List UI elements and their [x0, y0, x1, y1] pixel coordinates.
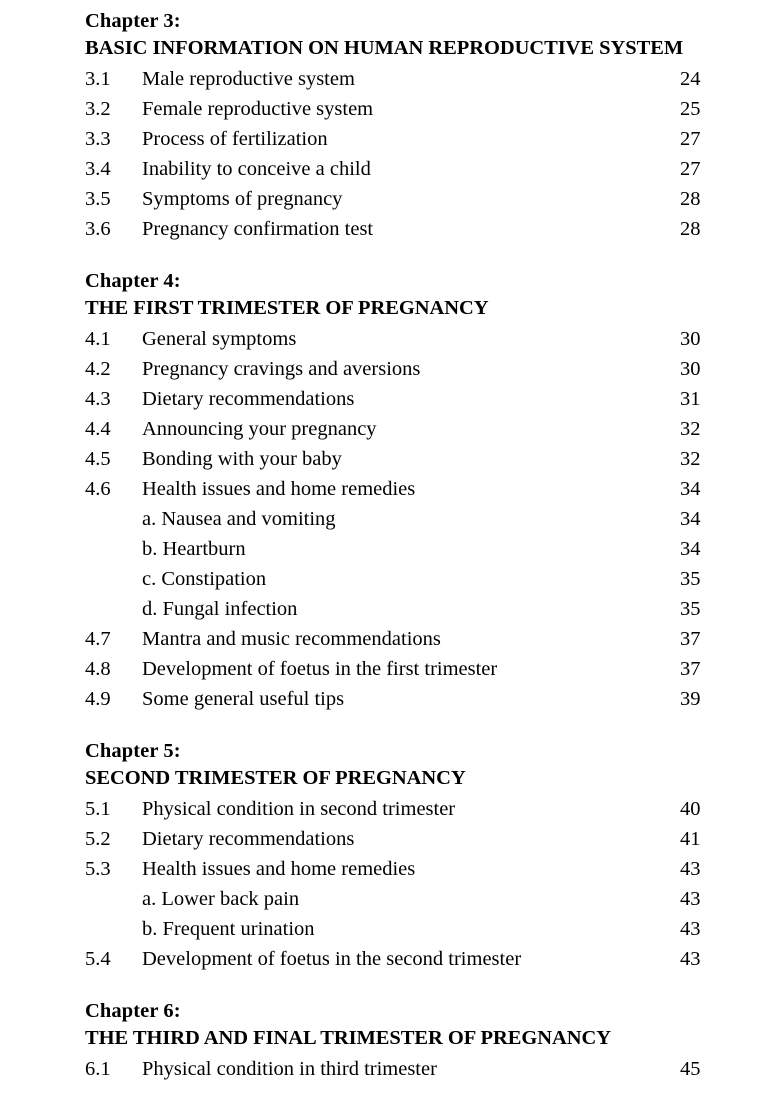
toc-entry-page-number: 39: [680, 688, 701, 710]
toc-entry-title: a. Nausea and vomiting: [142, 508, 336, 530]
toc-subentry-row[interactable]: [85, 564, 725, 594]
table-of-contents: [85, 8, 725, 1084]
toc-entry-title: Announcing your pregnancy: [142, 418, 377, 440]
toc-entry-title: Female reproductive system: [142, 98, 374, 120]
toc-entry-row[interactable]: [85, 214, 725, 244]
toc-entry-page-number: 27: [680, 158, 701, 180]
toc-entry-row[interactable]: [85, 824, 725, 854]
toc-entry-page-number: 43: [680, 858, 701, 880]
toc-entry-page-number: 43: [680, 888, 701, 910]
chapter-label: Chapter 5:: [85, 740, 181, 762]
toc-entry-number: 4.2: [85, 358, 111, 380]
toc-entry-number: 4.3: [85, 388, 111, 410]
toc-entry-row[interactable]: [85, 474, 725, 504]
toc-entry-row[interactable]: [85, 624, 725, 654]
toc-entry-title: b. Frequent urination: [142, 918, 315, 940]
chapter-title: THE FIRST TRIMESTER OF PREGNANCY: [85, 297, 489, 319]
toc-entry-row[interactable]: [85, 94, 725, 124]
toc-subentry-row[interactable]: [85, 534, 725, 564]
chapter-entries: [85, 794, 725, 974]
toc-entry-page-number: 34: [680, 538, 701, 560]
toc-entry-title: Symptoms of pregnancy: [142, 188, 343, 210]
chapter-label: Chapter 3:: [85, 10, 181, 32]
toc-entry-row[interactable]: [85, 184, 725, 214]
toc-entry-title: Male reproductive system: [142, 68, 355, 90]
toc-subentry-row[interactable]: [85, 914, 725, 944]
toc-entry-title: Inability to conceive a child: [142, 158, 371, 180]
toc-entry-page-number: 41: [680, 828, 701, 850]
toc-entry-number: 6.1: [85, 1058, 111, 1080]
toc-entry-number: 3.2: [85, 98, 111, 120]
toc-entry-title: Health issues and home remedies: [142, 858, 416, 880]
toc-entry-title: d. Fungal infection: [142, 598, 298, 620]
toc-entry-number: 3.6: [85, 218, 111, 240]
toc-entry-page-number: 34: [680, 478, 701, 500]
toc-subentry-row[interactable]: [85, 884, 725, 914]
toc-entry-row[interactable]: [85, 794, 725, 824]
toc-entry-title: Process of fertilization: [142, 128, 328, 150]
toc-entry-page-number: 35: [680, 598, 701, 620]
chapter-title: BASIC INFORMATION ON HUMAN REPRODUCTIVE SYSTEM: [85, 37, 684, 59]
toc-entry-row[interactable]: [85, 414, 725, 444]
chapter-block: [85, 998, 725, 1084]
toc-entry-title: a. Lower back pain: [142, 888, 300, 910]
toc-entry-row[interactable]: [85, 64, 725, 94]
toc-entry-title: Some general useful tips: [142, 688, 345, 710]
toc-entry-page-number: 32: [680, 448, 701, 470]
toc-entry-page-number: 27: [680, 128, 701, 150]
toc-entry-row[interactable]: [85, 444, 725, 474]
chapter-entries: [85, 1054, 725, 1084]
toc-entry-page-number: 37: [680, 658, 701, 680]
toc-entry-page-number: 31: [680, 388, 701, 410]
toc-entry-page-number: 28: [680, 218, 701, 240]
toc-subentry-row[interactable]: [85, 504, 725, 534]
toc-entry-row[interactable]: [85, 384, 725, 414]
toc-entry-row[interactable]: [85, 1054, 725, 1084]
toc-entry-title: Development of foetus in the first trimester: [142, 658, 498, 680]
toc-entry-title: Dietary recommendations: [142, 388, 355, 410]
toc-entry-number: 4.1: [85, 328, 111, 350]
toc-entry-page-number: 45: [680, 1058, 701, 1080]
toc-entry-page-number: 43: [680, 948, 701, 970]
toc-entry-page-number: 24: [680, 68, 701, 90]
toc-entry-number: 4.4: [85, 418, 111, 440]
toc-entry-page-number: 28: [680, 188, 701, 210]
chapter-block: [85, 738, 725, 974]
toc-entry-title: Pregnancy confirmation test: [142, 218, 374, 240]
toc-entry-row[interactable]: [85, 654, 725, 684]
toc-entry-title: Development of foetus in the second trimester: [142, 948, 522, 970]
toc-entry-title: b. Heartburn: [142, 538, 246, 560]
toc-entry-page-number: 34: [680, 508, 701, 530]
toc-entry-row[interactable]: [85, 944, 725, 974]
chapter-label: Chapter 4:: [85, 270, 181, 292]
toc-entry-page-number: 30: [680, 358, 701, 380]
toc-entry-title: Mantra and music recommendations: [142, 628, 441, 650]
chapter-title: SECOND TRIMESTER OF PREGNANCY: [85, 767, 466, 789]
chapter-entries: [85, 324, 725, 714]
toc-entry-row[interactable]: [85, 354, 725, 384]
toc-entry-title: Health issues and home remedies: [142, 478, 416, 500]
toc-entry-row[interactable]: [85, 324, 725, 354]
toc-entry-number: 5.4: [85, 948, 111, 970]
toc-entry-page-number: 30: [680, 328, 701, 350]
toc-entry-title: General symptoms: [142, 328, 297, 350]
toc-entry-row[interactable]: [85, 154, 725, 184]
chapter-block: [85, 8, 725, 244]
toc-entry-number: 4.8: [85, 658, 111, 680]
toc-entry-title: Physical condition in second trimester: [142, 798, 456, 820]
chapter-block: [85, 268, 725, 714]
toc-entry-number: 3.4: [85, 158, 111, 180]
toc-entry-number: 4.7: [85, 628, 111, 650]
toc-entry-title: Bonding with your baby: [142, 448, 342, 470]
toc-entry-title: c. Constipation: [142, 568, 267, 590]
toc-entry-title: Pregnancy cravings and aversions: [142, 358, 421, 380]
toc-entry-number: 4.9: [85, 688, 111, 710]
toc-entry-page-number: 40: [680, 798, 701, 820]
toc-entry-number: 3.5: [85, 188, 111, 210]
toc-entry-row[interactable]: [85, 124, 725, 154]
toc-entry-number: 4.6: [85, 478, 111, 500]
toc-entry-number: 5.3: [85, 858, 111, 880]
toc-entry-page-number: 37: [680, 628, 701, 650]
toc-entry-number: 4.5: [85, 448, 111, 470]
toc-entry-row[interactable]: [85, 684, 725, 714]
chapter-title: THE THIRD AND FINAL TRIMESTER OF PREGNANCY: [85, 1027, 612, 1049]
toc-entry-number: 3.1: [85, 68, 111, 90]
toc-entry-page-number: 25: [680, 98, 701, 120]
toc-entry-number: 5.2: [85, 828, 111, 850]
toc-entry-page-number: 32: [680, 418, 701, 440]
toc-entry-title: Dietary recommendations: [142, 828, 355, 850]
chapter-label: Chapter 6:: [85, 1000, 181, 1022]
toc-subentry-row[interactable]: [85, 594, 725, 624]
toc-entry-page-number: 43: [680, 918, 701, 940]
toc-entry-row[interactable]: [85, 854, 725, 884]
toc-entry-page-number: 35: [680, 568, 701, 590]
toc-entry-title: Physical condition in third trimester: [142, 1058, 437, 1080]
chapter-entries: [85, 64, 725, 244]
toc-entry-number: 5.1: [85, 798, 111, 820]
toc-entry-number: 3.3: [85, 128, 111, 150]
